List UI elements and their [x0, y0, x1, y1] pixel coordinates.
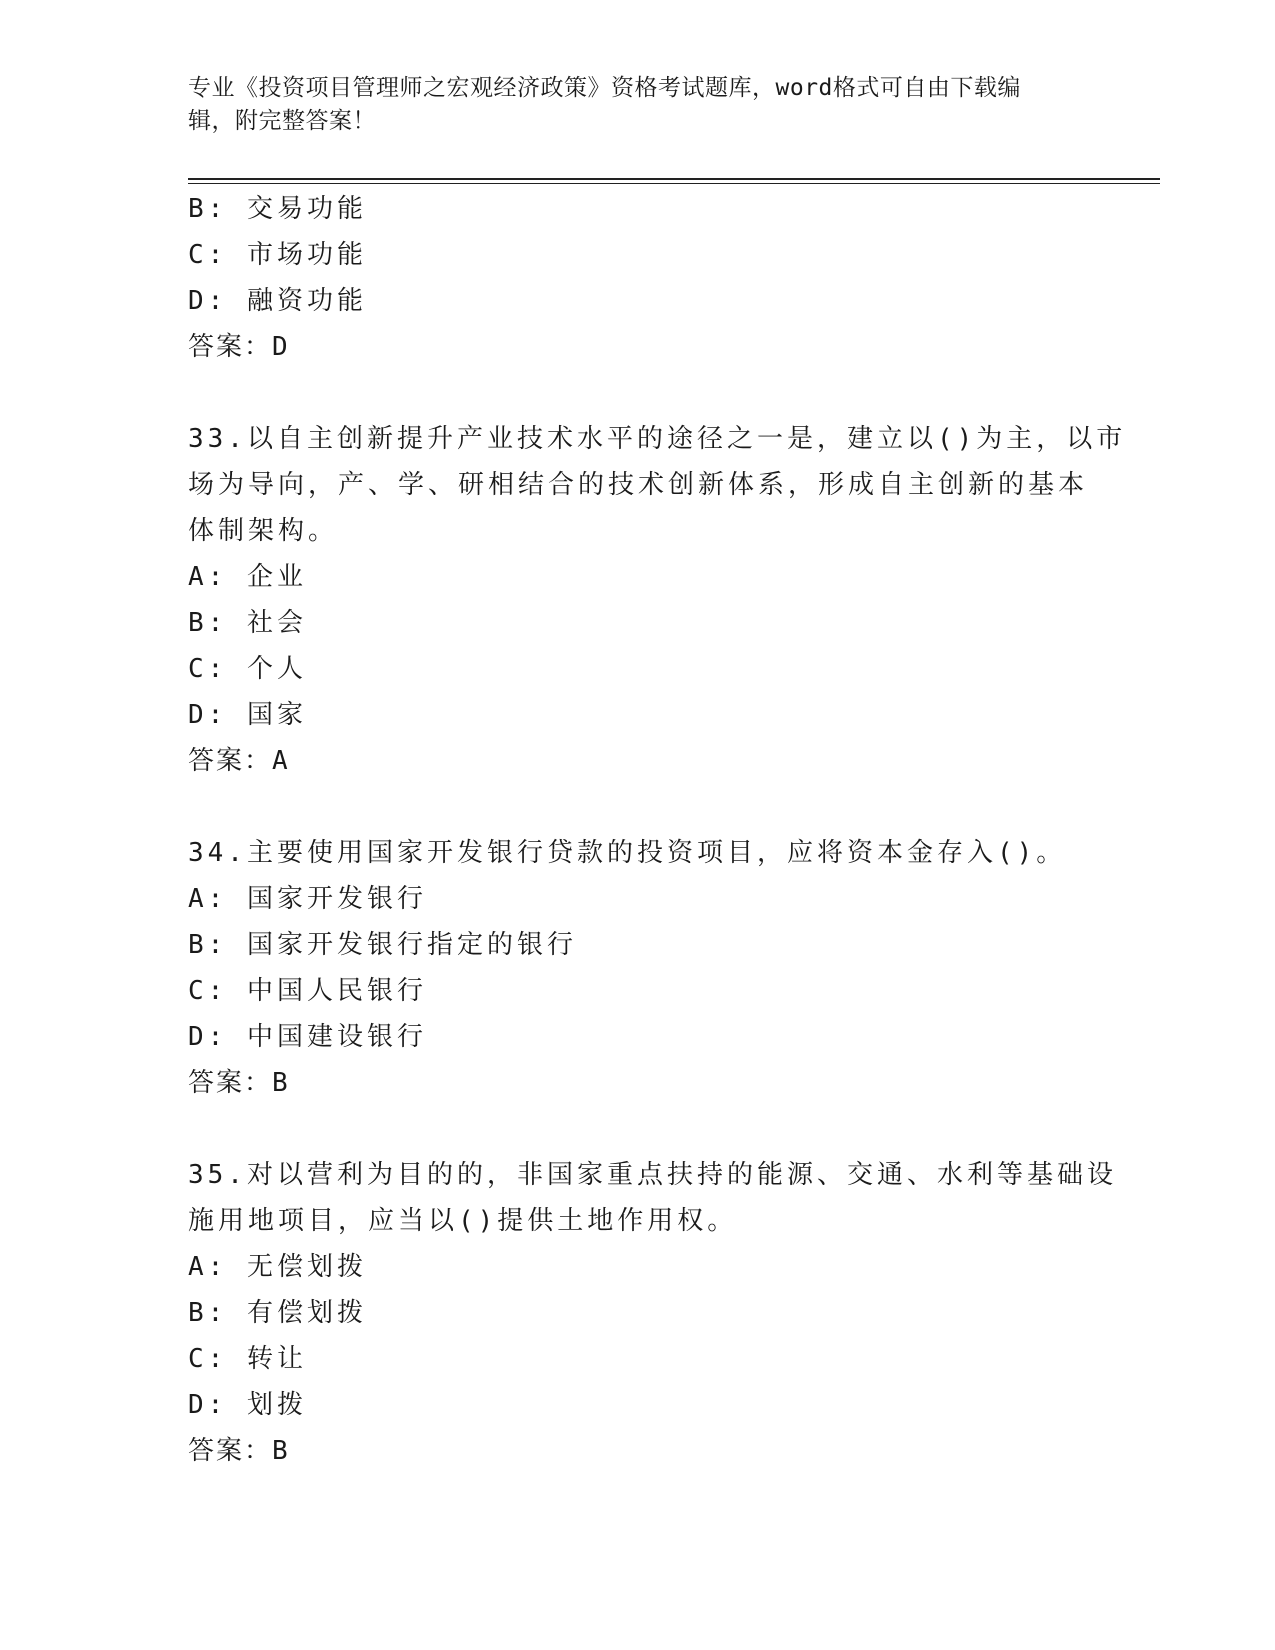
document-header — [188, 72, 1078, 138]
answer-line: 答案：A — [188, 746, 290, 776]
header-line-2: 辑，附完整答案！ — [188, 108, 376, 134]
question-content — [188, 186, 1127, 1474]
header-divider-thin — [188, 183, 1160, 184]
option-b: B: 社会 — [188, 608, 307, 638]
answer-line: 答案：D — [188, 332, 290, 362]
option-b: B: 有偿划拨 — [188, 1298, 367, 1328]
option-a: A: 企业 — [188, 562, 307, 592]
option-c: C: 个人 — [188, 654, 307, 684]
question-33 — [188, 416, 1127, 784]
stem-line: 34.主要使用国家开发银行贷款的投资项目，应将资本金存入()。 — [188, 838, 1067, 868]
question-stem — [188, 1152, 1117, 1244]
question-35 — [188, 1152, 1117, 1474]
option-d: D: 国家 — [188, 700, 307, 730]
option-c: C: 市场功能 — [188, 240, 367, 270]
question-stem — [188, 416, 1127, 554]
spacer — [188, 370, 1088, 416]
option-d: D: 融资功能 — [188, 286, 367, 316]
option-a: A: 无偿划拨 — [188, 1252, 367, 1282]
question-34 — [188, 830, 1088, 1106]
option-d: D: 划拨 — [188, 1390, 307, 1420]
stem-line: 施用地项目，应当以()提供土地作用权。 — [188, 1206, 738, 1236]
option-a: A: 国家开发银行 — [188, 884, 427, 914]
option-b: B: 交易功能 — [188, 194, 367, 224]
stem-line: 35.对以营利为目的的，非国家重点扶持的能源、交通、水利等基础设 — [188, 1160, 1117, 1190]
option-c: C: 转让 — [188, 1344, 307, 1374]
stem-line: 场为导向，产、学、研相结合的技术创新体系，形成自主创新的基本 — [188, 470, 1089, 500]
header-divider-thick — [188, 178, 1160, 180]
option-b: B: 国家开发银行指定的银行 — [188, 930, 577, 960]
header-line-1: 专业《投资项目管理师之宏观经济政策》资格考试题库，word格式可自由下载编 — [188, 75, 1021, 101]
answer-line: 答案：B — [188, 1436, 290, 1466]
carryover-question — [188, 186, 1088, 370]
spacer — [188, 1106, 1088, 1152]
option-c: C: 中国人民银行 — [188, 976, 427, 1006]
stem-line: 体制架构。 — [188, 516, 339, 546]
answer-line: 答案：B — [188, 1068, 290, 1098]
option-d: D: 中国建设银行 — [188, 1022, 427, 1052]
stem-line: 33.以自主创新提升产业技术水平的途径之一是，建立以()为主，以市 — [188, 424, 1127, 454]
question-stem — [188, 830, 1088, 876]
spacer — [188, 784, 1088, 830]
